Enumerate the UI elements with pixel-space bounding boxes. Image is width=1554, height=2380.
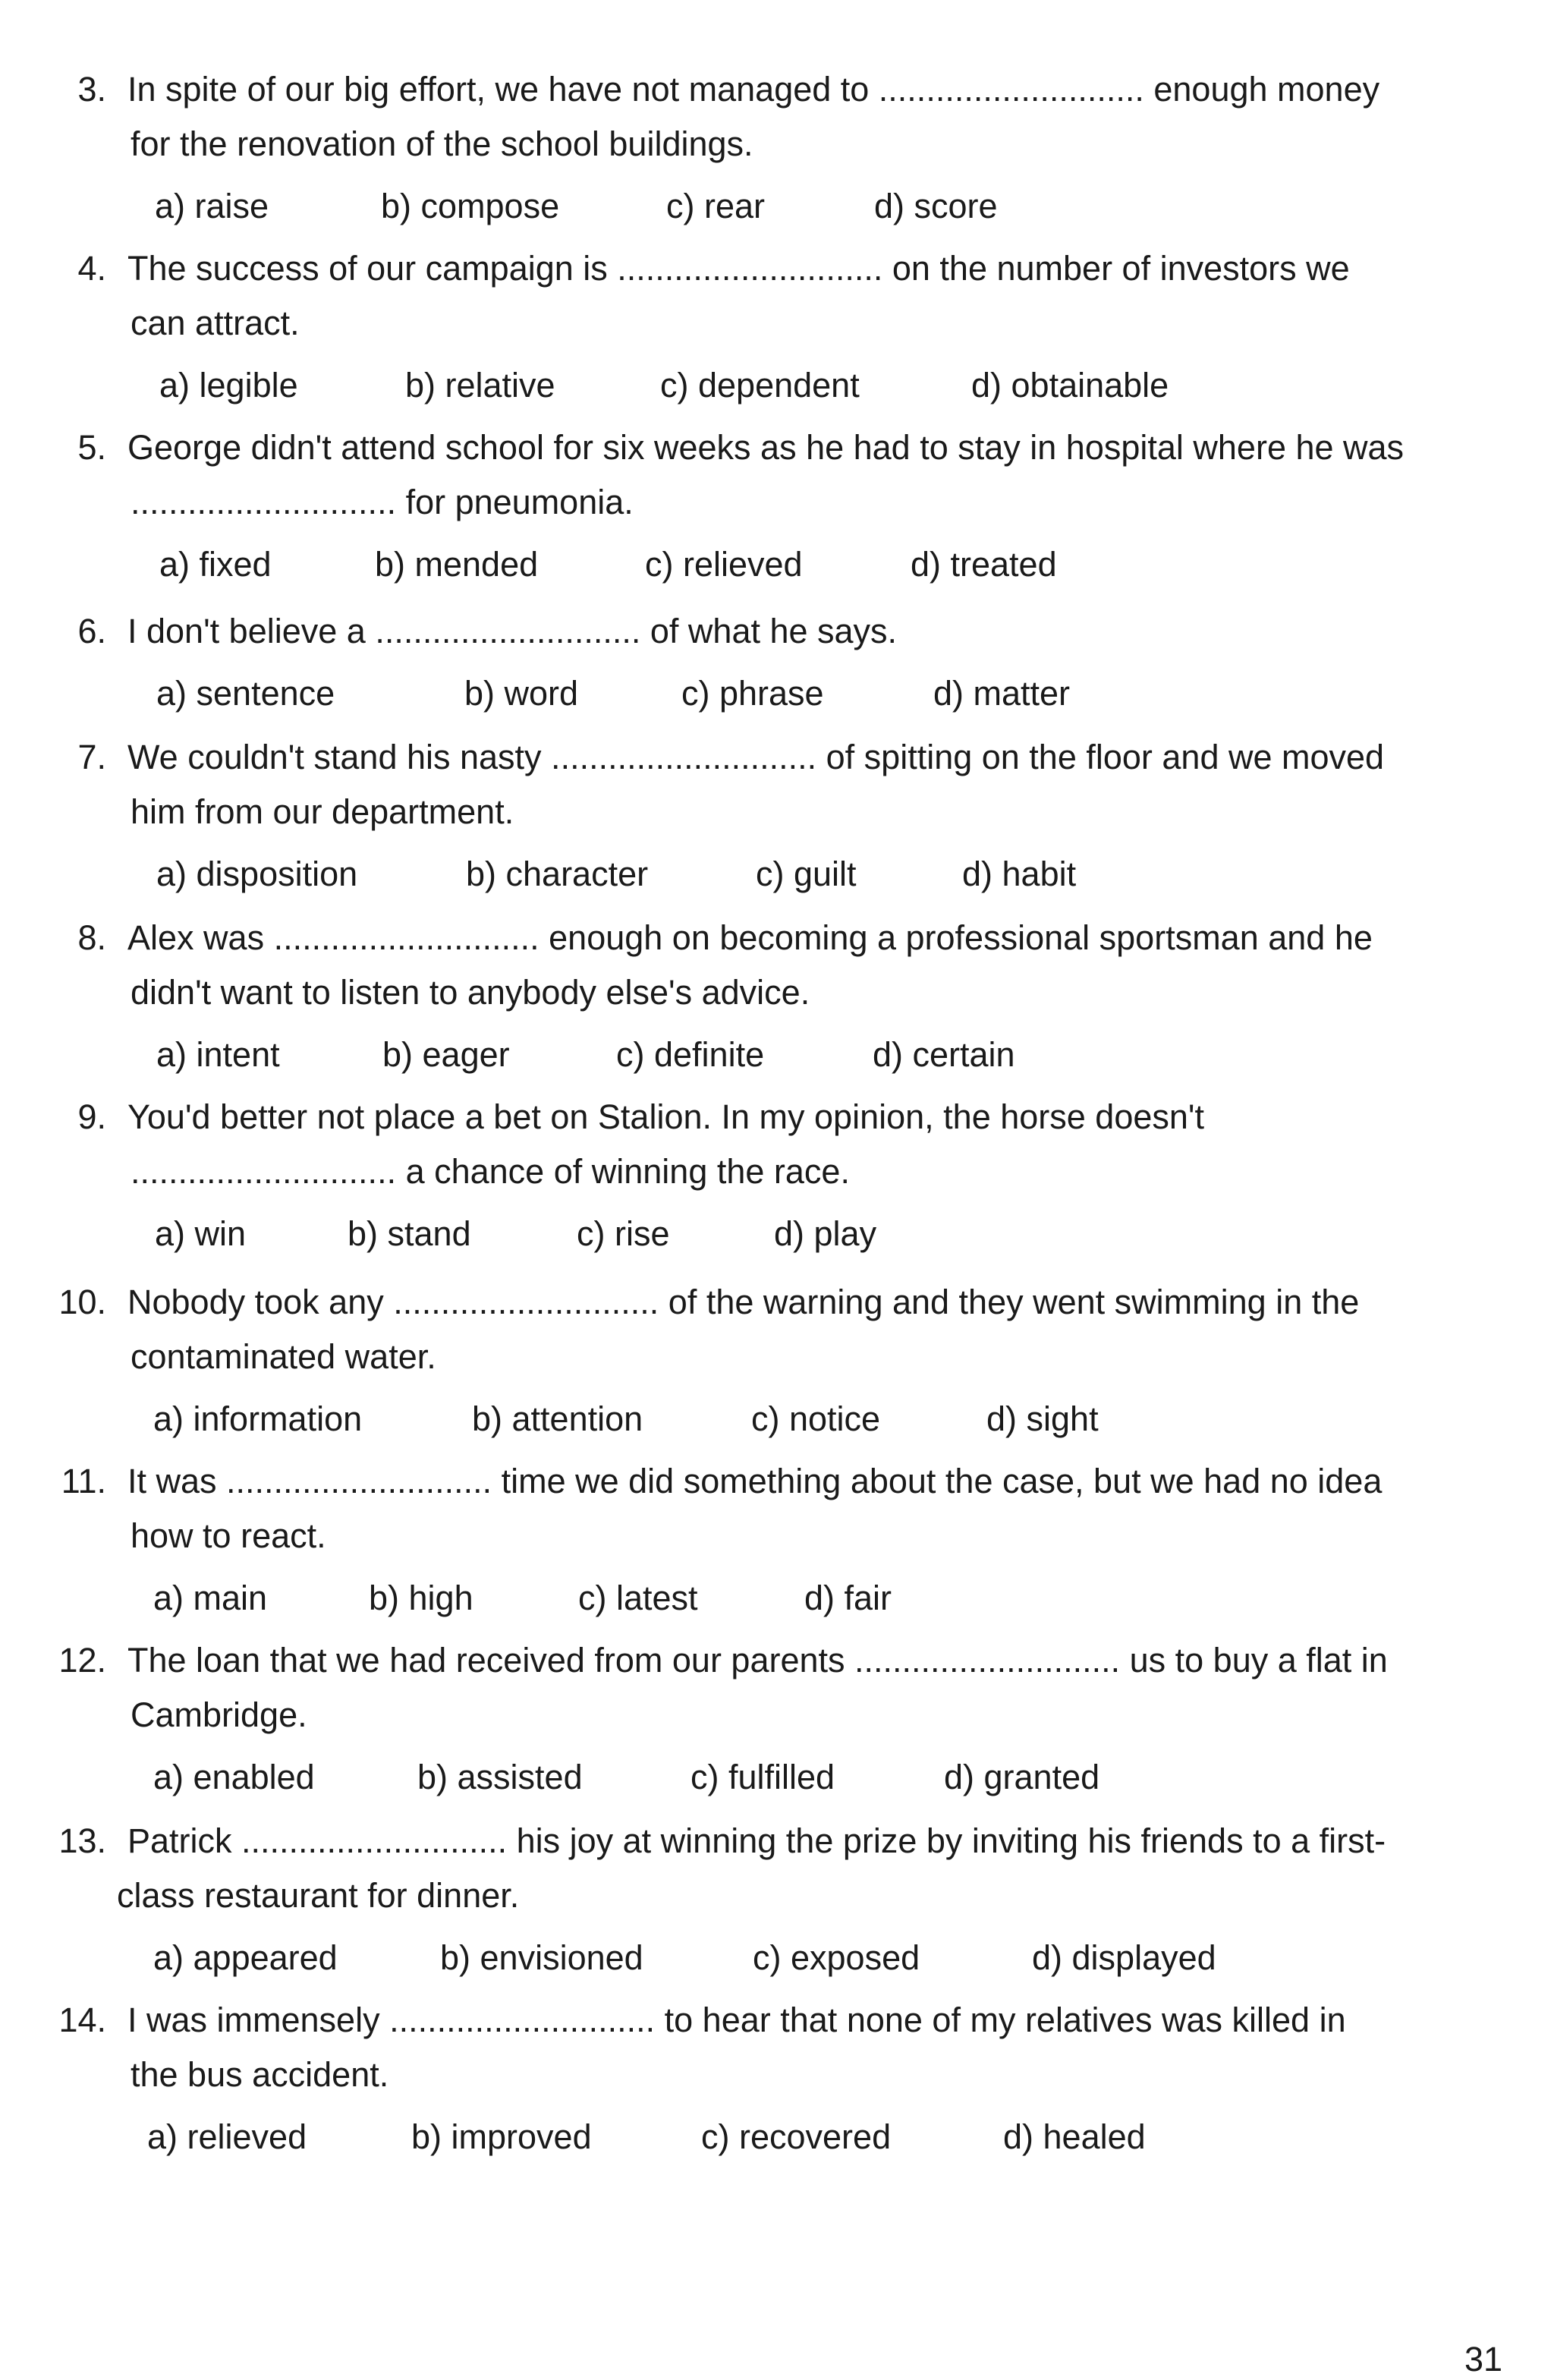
question-text-continued: can attract. [131, 304, 300, 342]
question-text-continued: how to react. [131, 1516, 326, 1555]
option-d[interactable]: d) fair [804, 1579, 892, 1617]
question-number: 11. [61, 1462, 106, 1500]
question-text-continued: ............................ for pneumonia. [131, 483, 634, 521]
option-c[interactable]: c) recovered [701, 2117, 892, 2156]
answer-options [0, 534, 1554, 595]
option-b[interactable]: b) improved [411, 2117, 592, 2156]
answer-options [0, 663, 1554, 724]
option-a[interactable]: a) sentence [156, 674, 335, 713]
option-b[interactable]: b) stand [348, 1214, 471, 1253]
option-a[interactable]: a) disposition [156, 855, 358, 893]
question-11 [0, 1454, 1554, 1629]
question-10 [0, 1275, 1554, 1450]
page-number: 31 [1464, 2340, 1502, 2378]
option-c[interactable]: c) exposed [753, 1938, 920, 1977]
question-9 [0, 1090, 1554, 1264]
question-4 [0, 241, 1554, 416]
question-number: 3. [77, 70, 106, 109]
question-number: 9. [77, 1097, 106, 1136]
question-text: Patrick ............................ his joy at winning the prize by inviting his friends to a first- [127, 1821, 1386, 1860]
option-b[interactable]: b) compose [381, 187, 560, 225]
option-d[interactable]: d) certain [873, 1035, 1015, 1074]
question-text: Nobody took any ............................ of the warning and they went swimming in the [127, 1283, 1360, 1321]
option-c[interactable]: c) notice [751, 1399, 881, 1438]
question-6 [0, 604, 1554, 724]
question-number: 7. [77, 738, 106, 776]
option-c[interactable]: c) rear [666, 187, 766, 225]
option-c[interactable]: c) latest [578, 1579, 698, 1617]
answer-options [0, 1928, 1554, 1988]
question-5 [0, 420, 1554, 595]
question-text: In spite of our big effort, we have not managed to ............................ enough money [127, 70, 1380, 109]
question-text-continued: the bus accident. [131, 2055, 389, 2094]
answer-options [0, 1204, 1554, 1264]
option-a[interactable]: a) fixed [159, 545, 272, 584]
option-b[interactable]: b) eager [382, 1035, 510, 1074]
question-text-continued: class restaurant for dinner. [117, 1876, 520, 1915]
option-a[interactable]: a) enabled [153, 1758, 315, 1796]
question-text: I don't believe a ............................ of what he says. [127, 612, 898, 650]
question-number: 8. [77, 918, 106, 957]
option-b[interactable]: b) word [464, 674, 579, 713]
option-c[interactable]: c) fulfilled [690, 1758, 835, 1796]
question-text-continued: ............................ a chance of winning the race. [131, 1152, 850, 1191]
option-b[interactable]: b) relative [405, 366, 555, 405]
question-text: George didn't attend school for six weeks as he had to stay in hospital where he was [127, 428, 1405, 467]
option-c[interactable]: c) definite [616, 1035, 765, 1074]
question-text: Alex was ............................ enough on becoming a professional sportsman and he [127, 918, 1373, 957]
option-b[interactable]: b) attention [472, 1399, 643, 1438]
answer-options [0, 1389, 1554, 1450]
option-a[interactable]: a) appeared [153, 1938, 338, 1977]
question-14 [0, 1993, 1554, 2168]
question-text: The loan that we had received from our parents ............................ us to buy a flat in [127, 1641, 1388, 1680]
answer-options [0, 355, 1554, 416]
option-a[interactable]: a) intent [156, 1035, 280, 1074]
question-12 [0, 1633, 1554, 1808]
question-8 [0, 911, 1554, 1085]
question-text-continued: Cambridge. [131, 1695, 307, 1734]
answer-options [0, 176, 1554, 237]
option-a[interactable]: a) legible [159, 366, 298, 405]
option-d[interactable]: d) score [874, 187, 998, 225]
question-number: 10. [58, 1283, 106, 1321]
option-d[interactable]: d) habit [962, 855, 1077, 893]
option-a[interactable]: a) relieved [147, 2117, 307, 2156]
option-c[interactable]: c) relieved [645, 545, 803, 584]
question-number: 12. [58, 1641, 106, 1680]
option-b[interactable]: b) mended [375, 545, 539, 584]
question-text-continued: contaminated water. [131, 1337, 436, 1376]
option-a[interactable]: a) main [153, 1579, 268, 1617]
option-b[interactable]: b) character [466, 855, 649, 893]
option-a[interactable]: a) information [153, 1399, 363, 1438]
option-d[interactable]: d) displayed [1032, 1938, 1216, 1977]
answer-options [0, 844, 1554, 905]
question-text-continued: didn't want to listen to anybody else's advice. [131, 973, 810, 1012]
option-b[interactable]: b) envisioned [440, 1938, 643, 1977]
option-d[interactable]: d) obtainable [971, 366, 1169, 405]
question-number: 6. [77, 612, 106, 650]
question-text: The success of our campaign is ............................ on the number of investors we [127, 249, 1350, 288]
answer-options [0, 1025, 1554, 1085]
option-b[interactable]: b) high [369, 1579, 473, 1617]
question-number: 13. [58, 1821, 106, 1860]
question-13 [0, 1814, 1554, 1988]
question-number: 4. [77, 249, 106, 288]
question-number: 14. [58, 2001, 106, 2039]
question-text-continued: him from our department. [131, 792, 514, 831]
option-a[interactable]: a) win [155, 1214, 247, 1253]
option-c[interactable]: c) phrase [681, 674, 824, 713]
option-c[interactable]: c) rise [577, 1214, 670, 1253]
option-d[interactable]: d) sight [986, 1399, 1099, 1438]
option-c[interactable]: c) dependent [660, 366, 860, 405]
option-d[interactable]: d) healed [1003, 2117, 1146, 2156]
question-text-continued: for the renovation of the school buildings. [131, 124, 753, 163]
question-7 [0, 730, 1554, 905]
question-text: You'd better not place a bet on Stalion. In my opinion, the horse doesn't [127, 1097, 1204, 1136]
option-d[interactable]: d) treated [911, 545, 1057, 584]
option-d[interactable]: d) play [774, 1214, 877, 1253]
option-b[interactable]: b) assisted [417, 1758, 583, 1796]
answer-options [0, 1747, 1554, 1808]
question-text: I was immensely ............................ to hear that none of my relatives was killed in [127, 2001, 1346, 2039]
question-text: We couldn't stand his nasty ............................ of spitting on the floor and we moved [127, 738, 1385, 776]
question-number: 5. [77, 428, 106, 467]
option-a[interactable]: a) raise [155, 187, 269, 225]
option-c[interactable]: c) guilt [756, 855, 857, 893]
option-d[interactable]: d) granted [944, 1758, 1100, 1796]
question-text: It was ............................ time we did something about the case, but we had no idea [127, 1462, 1383, 1500]
answer-options [0, 2107, 1554, 2168]
answer-options [0, 1568, 1554, 1629]
question-3 [0, 62, 1554, 237]
option-d[interactable]: d) matter [933, 674, 1071, 713]
